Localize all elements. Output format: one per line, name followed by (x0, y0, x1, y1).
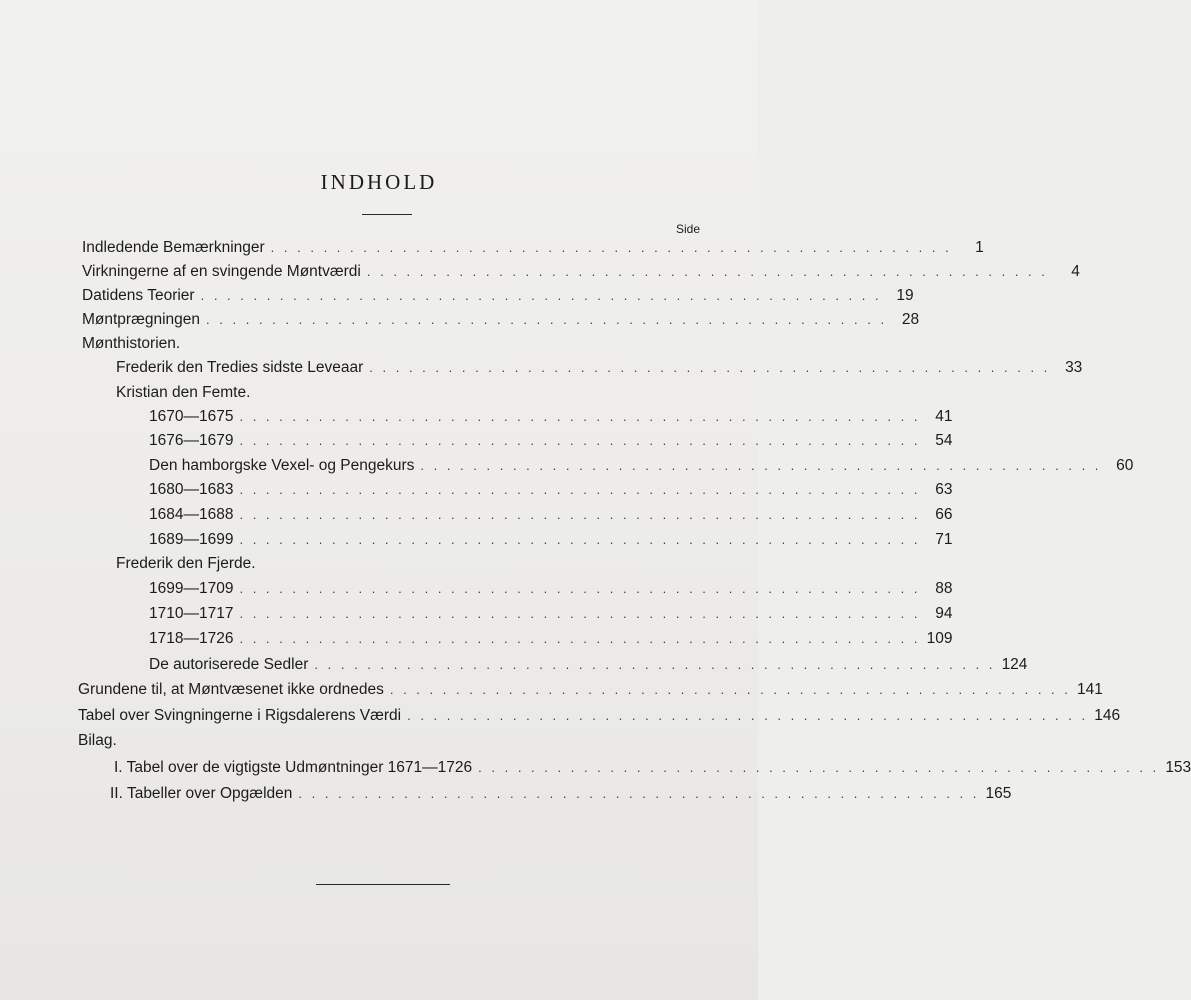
toc-entry-page: 146 (1094, 707, 1121, 724)
toc-entry-label: II. Tabeller over Opgælden (110, 785, 293, 802)
toc-entry-page: 60 (1116, 457, 1134, 474)
toc-entry-label: 1689—1699 (149, 531, 234, 548)
dot-leader: . . . . . . . . . . . . . . . . . . . . . . . . . . . . . . . . . . . . . . . . . . . . . . . . . . . . (420, 458, 1102, 473)
dot-leader: . . . . . . . . . . . . . . . . . . . . . . . . . . . . . . . . . . . . . . . . . . . . . . . . . . . . (314, 657, 996, 672)
toc-entry-page: 88 (935, 580, 953, 597)
toc-entry (149, 478, 953, 502)
toc-entry (82, 284, 914, 308)
dot-leader: . . . . . . . . . . . . . . . . . . . . . . . . . . . . . . . . . . . . . . . . . . . . . . . . . . . . (389, 682, 1071, 697)
toc-entry-page: 28 (901, 311, 920, 328)
dot-leader: . . . . . . . . . . . . . . . . . . . . . . . . . . . . . . . . . . . . . . . . . . . . . . . . . . . . (239, 581, 921, 596)
toc-entry-page: 63 (935, 481, 953, 498)
toc-entry (149, 503, 953, 527)
toc-entry-page: 66 (935, 506, 953, 523)
dot-leader: . . . . . . . . . . . . . . . . . . . . . . . . . . . . . . . . . . . . . . . . . . . . . . . . . . . . (239, 507, 921, 522)
toc-entry-page: 109 (926, 630, 953, 647)
toc-entry-page: 33 (1065, 359, 1083, 376)
toc-entry-label: 1718—1726 (149, 630, 234, 647)
dot-leader: . . . . . . . . . . . . . . . . . . . . . . . . . . . . . . . . . . . . . . . . . . . . . . . . . . . . (366, 264, 1048, 279)
toc-entry-page: 19 (896, 287, 914, 304)
toc-entry-page: 1 (975, 239, 984, 256)
toc-entry-label: 1699—1709 (149, 580, 234, 597)
dot-leader: . . . . . . . . . . . . . . . . . . . . . . . . . . . . . . . . . . . . . . . . . . . . . . . . . . . . (239, 409, 921, 424)
section-heading: Kristian den Femte. (116, 384, 251, 401)
dot-leader: . . . . . . . . . . . . . . . . . . . . . . . . . . . . . . . . . . . . . . . . . . . . . . . . . . . . (206, 312, 888, 327)
toc-entry-label: I. Tabel over de vigtigste Udmøntninger 1671—1726 (114, 759, 473, 776)
dot-leader: . . . . . . . . . . . . . . . . . . . . . . . . . . . . . . . . . . . . . . . . . . . . . . . . . . . . (369, 360, 1051, 375)
toc-entry (110, 782, 1012, 806)
toc-entry-page: 71 (935, 531, 953, 548)
toc-entry (149, 454, 1134, 478)
dot-leader: . . . . . . . . . . . . . . . . . . . . . . . . . . . . . . . . . . . . . . . . . . . . . . . . . . . . (239, 482, 921, 497)
toc-entry-page: 4 (1071, 263, 1080, 280)
dot-leader: . . . . . . . . . . . . . . . . . . . . . . . . . . . . . . . . . . . . . . . . . . . . . . . . . . . . (298, 786, 980, 801)
toc-entry-label: Frederik den Tredies sidste Leveaar (116, 359, 364, 376)
toc-entry-label: Møntprægningen (82, 311, 201, 328)
toc-entry (149, 627, 953, 651)
toc-entry-page: 41 (935, 408, 953, 425)
toc-entry-page: 165 (985, 785, 1012, 802)
toc-entry-page: 153 (1165, 759, 1191, 776)
toc-entry-label: De autoriserede Sedler (149, 656, 309, 673)
toc-entry (116, 356, 1083, 380)
side-column-label: Side (675, 222, 700, 236)
toc-entry (78, 678, 1103, 702)
toc-entry (149, 602, 953, 626)
toc-entry-page: 94 (935, 605, 953, 622)
dot-leader: . . . . . . . . . . . . . . . . . . . . . . . . . . . . . . . . . . . . . . . . . . . . . . . . . . . . (239, 631, 921, 646)
dot-leader: . . . . . . . . . . . . . . . . . . . . . . . . . . . . . . . . . . . . . . . . . . . . . . . . . . . . (478, 760, 1160, 775)
toc-entry-page: 54 (935, 432, 953, 449)
toc-entry (149, 405, 953, 429)
toc-entry-label: Tabel over Svingningerne i Rigsdalerens Værdi (78, 707, 402, 724)
dot-leader: . . . . . . . . . . . . . . . . . . . . . . . . . . . . . . . . . . . . . . . . . . . . . . . . . . . . (270, 240, 952, 255)
toc-entry (78, 704, 1121, 728)
toc-entry (114, 756, 1191, 780)
section-heading: Bilag. (78, 732, 117, 749)
dot-leader: . . . . . . . . . . . . . . . . . . . . . . . . . . . . . . . . . . . . . . . . . . . . . . . . . . . . (239, 433, 921, 448)
toc-entry-label: 1670—1675 (149, 408, 234, 425)
toc-entry (149, 528, 953, 552)
toc-entry (82, 260, 1080, 284)
toc-entry-label: Indledende Bemærkninger (82, 239, 265, 256)
toc-entry-label: Virkningerne af en svingende Møntværdi (82, 263, 361, 280)
dot-leader: . . . . . . . . . . . . . . . . . . . . . . . . . . . . . . . . . . . . . . . . . . . . . . . . . . . . (200, 288, 882, 303)
toc-entry-label: 1676—1679 (149, 432, 234, 449)
bottom-divider (316, 884, 450, 885)
toc-entry-label: 1680—1683 (149, 481, 234, 498)
toc-entry-label: Datidens Teorier (82, 287, 195, 304)
toc-entry-label: 1710—1717 (149, 605, 234, 622)
dot-leader: . . . . . . . . . . . . . . . . . . . . . . . . . . . . . . . . . . . . . . . . . . . . . . . . . . . . (239, 532, 921, 547)
toc-entry-label: 1684—1688 (149, 506, 234, 523)
section-heading: Frederik den Fjerde. (116, 555, 256, 572)
toc-entry (82, 308, 920, 332)
dot-leader: . . . . . . . . . . . . . . . . . . . . . . . . . . . . . . . . . . . . . . . . . . . . . . . . . . . . (407, 708, 1089, 723)
toc-entry-label: Grundene til, at Møntvæsenet ikke ordnedes (78, 681, 384, 698)
section-heading: Mønthistorien. (82, 335, 181, 352)
toc-entry-label: Den hamborgske Vexel- og Pengekurs (149, 457, 415, 474)
toc-entry-page: 124 (1001, 656, 1028, 673)
toc-entry (149, 577, 953, 601)
page-title: INDHOLD (320, 170, 438, 194)
toc-entry (149, 653, 1028, 677)
toc-entry (149, 429, 953, 453)
toc-entry-page: 141 (1077, 681, 1103, 698)
dot-leader: . . . . . . . . . . . . . . . . . . . . . . . . . . . . . . . . . . . . . . . . . . . . . . . . . . . . (239, 606, 921, 621)
toc-entry (82, 236, 984, 260)
